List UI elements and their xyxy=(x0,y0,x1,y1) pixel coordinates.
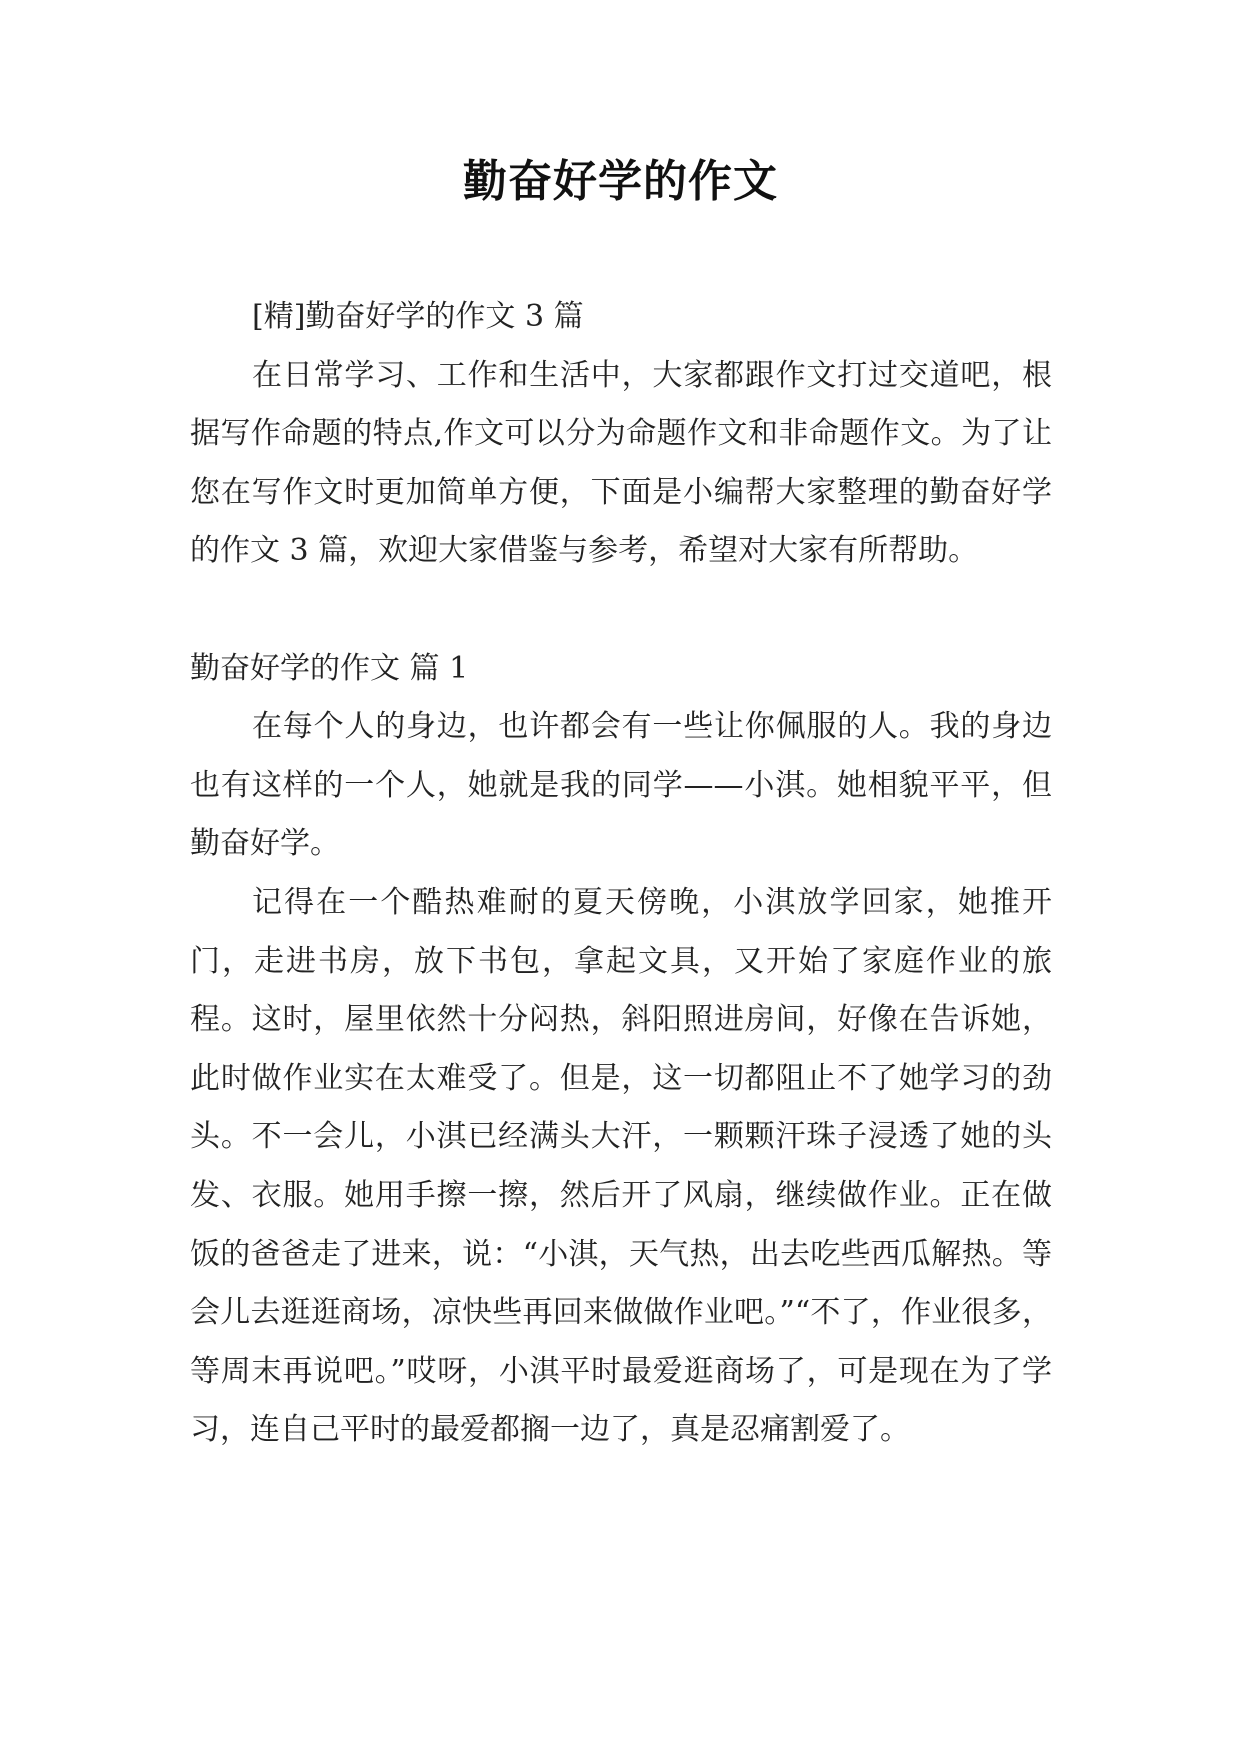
document-subtitle: [精]勤奋好学的作文 3 篇 xyxy=(252,299,584,334)
section-heading: 勤奋好学的作文 篇 1 xyxy=(190,650,469,686)
body-paragraph: 在每个人的身边，也许都会有一些让你佩服的人。我的身边也有这样的一个人，她就是我的同学——小淇。她相貌平平，但勤奋好学。 xyxy=(190,709,1052,862)
document-body xyxy=(190,288,1052,1460)
intro-paragraph: 在日常学习、工作和生活中，大家都跟作文打过交道吧，根据写作命题的特点,作文可以分为命题作文和非命题作文。为了让您在写作文时更加简单方便，下面是小编帮大家整理的勤奋好学的作文 3 篇，欢迎大家借鉴与参考，希望对大家有所帮助。 xyxy=(190,357,1052,569)
page-title: 勤奋好学的作文 xyxy=(463,156,778,207)
body-paragraph: 记得在一个酷热难耐的夏天傍晚，小淇放学回家，她推开门，走进书房，放下书包，拿起文具，又开始了家庭作业的旅程。这时，屋里依然十分闷热，斜阳照进房间，好像在告诉她，此时做作业实在太难受了。但是，这一切都阻止不了她学习的劲头。不一会儿，小淇已经满头大汗，一颗颗汗珠子浸透了她的头发、衣服。她用手擦一擦，然后开了风扇，继续做作业。正在做饭的爸爸走了进来，说：“小淇，天气热，出去吃些西瓜解热。等会儿去逛逛商场，凉快些再回来做做作业吧。”“不了，作业很多，等周末再说吧。”哎呀，小淇平时最爱逛商场了，可是现在为了学习，连自己平时的最爱都搁一边了，真是忍痛割爱了。 xyxy=(190,884,1052,1448)
section-gap xyxy=(190,581,1052,640)
